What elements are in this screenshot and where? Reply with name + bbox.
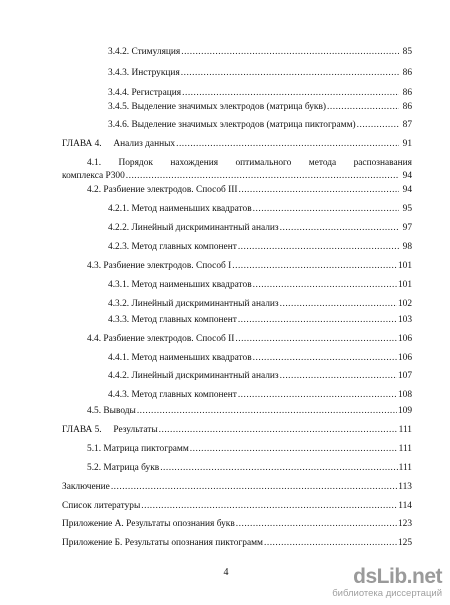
toc-entry-page: 108 [397,390,412,400]
toc-leader-dots [235,333,397,345]
toc-entry-page: 106 [397,353,412,363]
toc-entry [108,241,412,253]
toc-entry-page: 111 [398,463,412,473]
toc-leader-dots [159,424,398,436]
toc-entry-title: 4.3. Разбиение электродов. Способ I [87,261,232,271]
toc-entry [108,314,412,326]
toc-entry [87,333,412,345]
toc-entry [62,537,412,549]
toc-entry [87,443,412,455]
toc-leader-dots [239,184,399,196]
toc-leader-dots [160,462,397,474]
toc-entry-page: 103 [397,315,412,325]
toc-entry-title: 4.4.2. Линейный дискриминантный анализ [108,371,279,381]
toc-leader-dots [238,241,399,253]
toc-entry-title: 4.3.2. Линейный дискриминантный анализ [108,299,279,309]
toc-leader-dots [181,46,399,58]
toc-entry [62,500,412,512]
toc-entry-page: 114 [398,501,412,511]
toc-entry [62,481,412,493]
toc-leader-dots [182,87,399,99]
toc-entry-title: Список литературы [62,501,141,511]
toc-chapter [62,424,412,436]
toc-entry-page: 111 [398,425,412,435]
toc-entry [108,279,412,291]
toc-entry [108,46,412,58]
toc-entry-page: 86 [402,88,412,98]
toc-entry-title: 5.1. Матрица пиктограмм [87,444,189,454]
toc-entry [108,298,412,310]
toc-entry-page: 123 [397,519,412,529]
toc-entry [62,170,412,182]
page-number: 4 [223,567,229,578]
toc-entry-page: 98 [402,242,412,252]
toc-entry [108,67,412,79]
toc-entry-page: 86 [402,68,412,78]
toc-entry [87,184,412,196]
toc-leader-dots [357,119,399,131]
toc-entry-title: 4.2.1. Метод наименьших квадратов [108,204,252,214]
toc-entry [108,389,412,401]
toc-leader-dots [253,279,397,291]
watermark-logo: dsLib.net [353,565,442,588]
toc-leader-dots [236,518,397,530]
toc-entry-title: Приложение А. Результаты опознания букв [62,519,235,529]
toc-entry-title: 4.4.1. Метод наименьших квадратов [108,353,252,363]
toc-entry [87,462,412,474]
toc-leader-dots [253,203,399,215]
toc-entry-title: 4.5. Выводы [87,406,136,416]
toc-entry [108,87,412,99]
toc-leader-dots [141,500,397,512]
toc-entry-page: 95 [402,204,412,214]
toc-entry [87,405,412,417]
toc-entry [108,203,412,215]
toc-entry-title: 4.4.3. Метод главных компонент [108,390,237,400]
toc-entry-page: 94 [402,171,412,181]
toc-entry-title-line2: комплекса Р300 [62,171,125,181]
toc-entry-page: 113 [398,482,412,492]
toc-entry-page: 86 [402,102,412,112]
toc-entry-title: 4.4. Разбиение электродов. Способ II [87,334,235,344]
toc-entry-title: 3.4.5. Выделение значимых электродов (матрица букв) [108,102,327,112]
toc-entry-page: 85 [402,47,412,57]
toc-entry-title: 4.3.3. Метод главных компонент [108,315,237,325]
toc-entry [108,370,412,382]
toc-entry-title: 4.2.3. Метод главных компонент [108,242,237,252]
toc-leader-dots [264,537,397,549]
toc-leader-dots [238,314,397,326]
toc-entry-page: 106 [397,334,412,344]
toc-entry-title: 3.4.4. Регистрация [108,88,182,98]
toc-entry-title: ГЛАВА 4. Анализ данных [62,139,176,149]
toc-leader-dots [280,222,399,234]
toc-leader-dots [111,481,397,493]
toc-leader-dots [181,67,399,79]
toc-entry-title: 4.2.2. Линейный дискриминантный анализ [108,223,279,233]
watermark [292,565,442,599]
toc-entry-title: ГЛАВА 5. Результаты [62,425,158,435]
toc-entry [108,119,412,131]
toc-entry-title: 5.2. Матрица букв [87,463,160,473]
toc-leader-dots [327,101,399,113]
toc-entry [87,260,412,272]
toc-leader-dots [280,370,397,382]
toc-entry-page: 109 [397,406,412,416]
toc-leader-dots [176,138,399,150]
toc-entry-page: 102 [397,299,412,309]
toc-leader-dots [238,389,397,401]
toc-entry [62,518,412,530]
toc-entry-page: 107 [397,371,412,381]
toc-leader-dots [190,443,398,455]
toc-entry-title: 4.3.1. Метод наименьших квадратов [108,280,252,290]
toc-entry-page: 101 [397,280,412,290]
watermark-tagline: библиотека диссертаций [332,588,442,599]
toc-entry-page: 94 [402,185,412,195]
toc-chapter [62,138,412,150]
toc-entry-page: 101 [397,261,412,271]
toc-entry [108,101,412,113]
toc-entry-page: 87 [402,120,412,130]
toc-entry [108,222,412,234]
toc-entry [108,352,412,364]
toc-entry-title: 3.4.3. Инструкция [108,68,180,78]
toc-entry-title-line1: 4.1. Порядок нахождения оптимального метода распознавания [87,158,412,168]
toc-entry-page: 125 [397,538,412,548]
toc-entry-title: 3.4.2. Стимуляция [108,47,181,57]
toc-entry-page: 111 [398,444,412,454]
toc-leader-dots [126,170,399,182]
toc-entry-title: Заключение [62,482,110,492]
toc-entry-page: 97 [402,223,412,233]
toc-entry-title: 4.2. Разбиение электродов. Способ III [87,185,238,195]
toc-entry-title: 3.4.6. Выделение значимых электродов (матрица пиктограмм) [108,120,356,130]
toc-leader-dots [232,260,397,272]
toc-leader-dots [253,352,397,364]
toc-entry-page: 91 [402,139,412,149]
toc-leader-dots [280,298,397,310]
toc-leader-dots [137,405,397,417]
toc-entry-title: Приложение Б. Результаты опознания пиктограмм [62,538,263,548]
